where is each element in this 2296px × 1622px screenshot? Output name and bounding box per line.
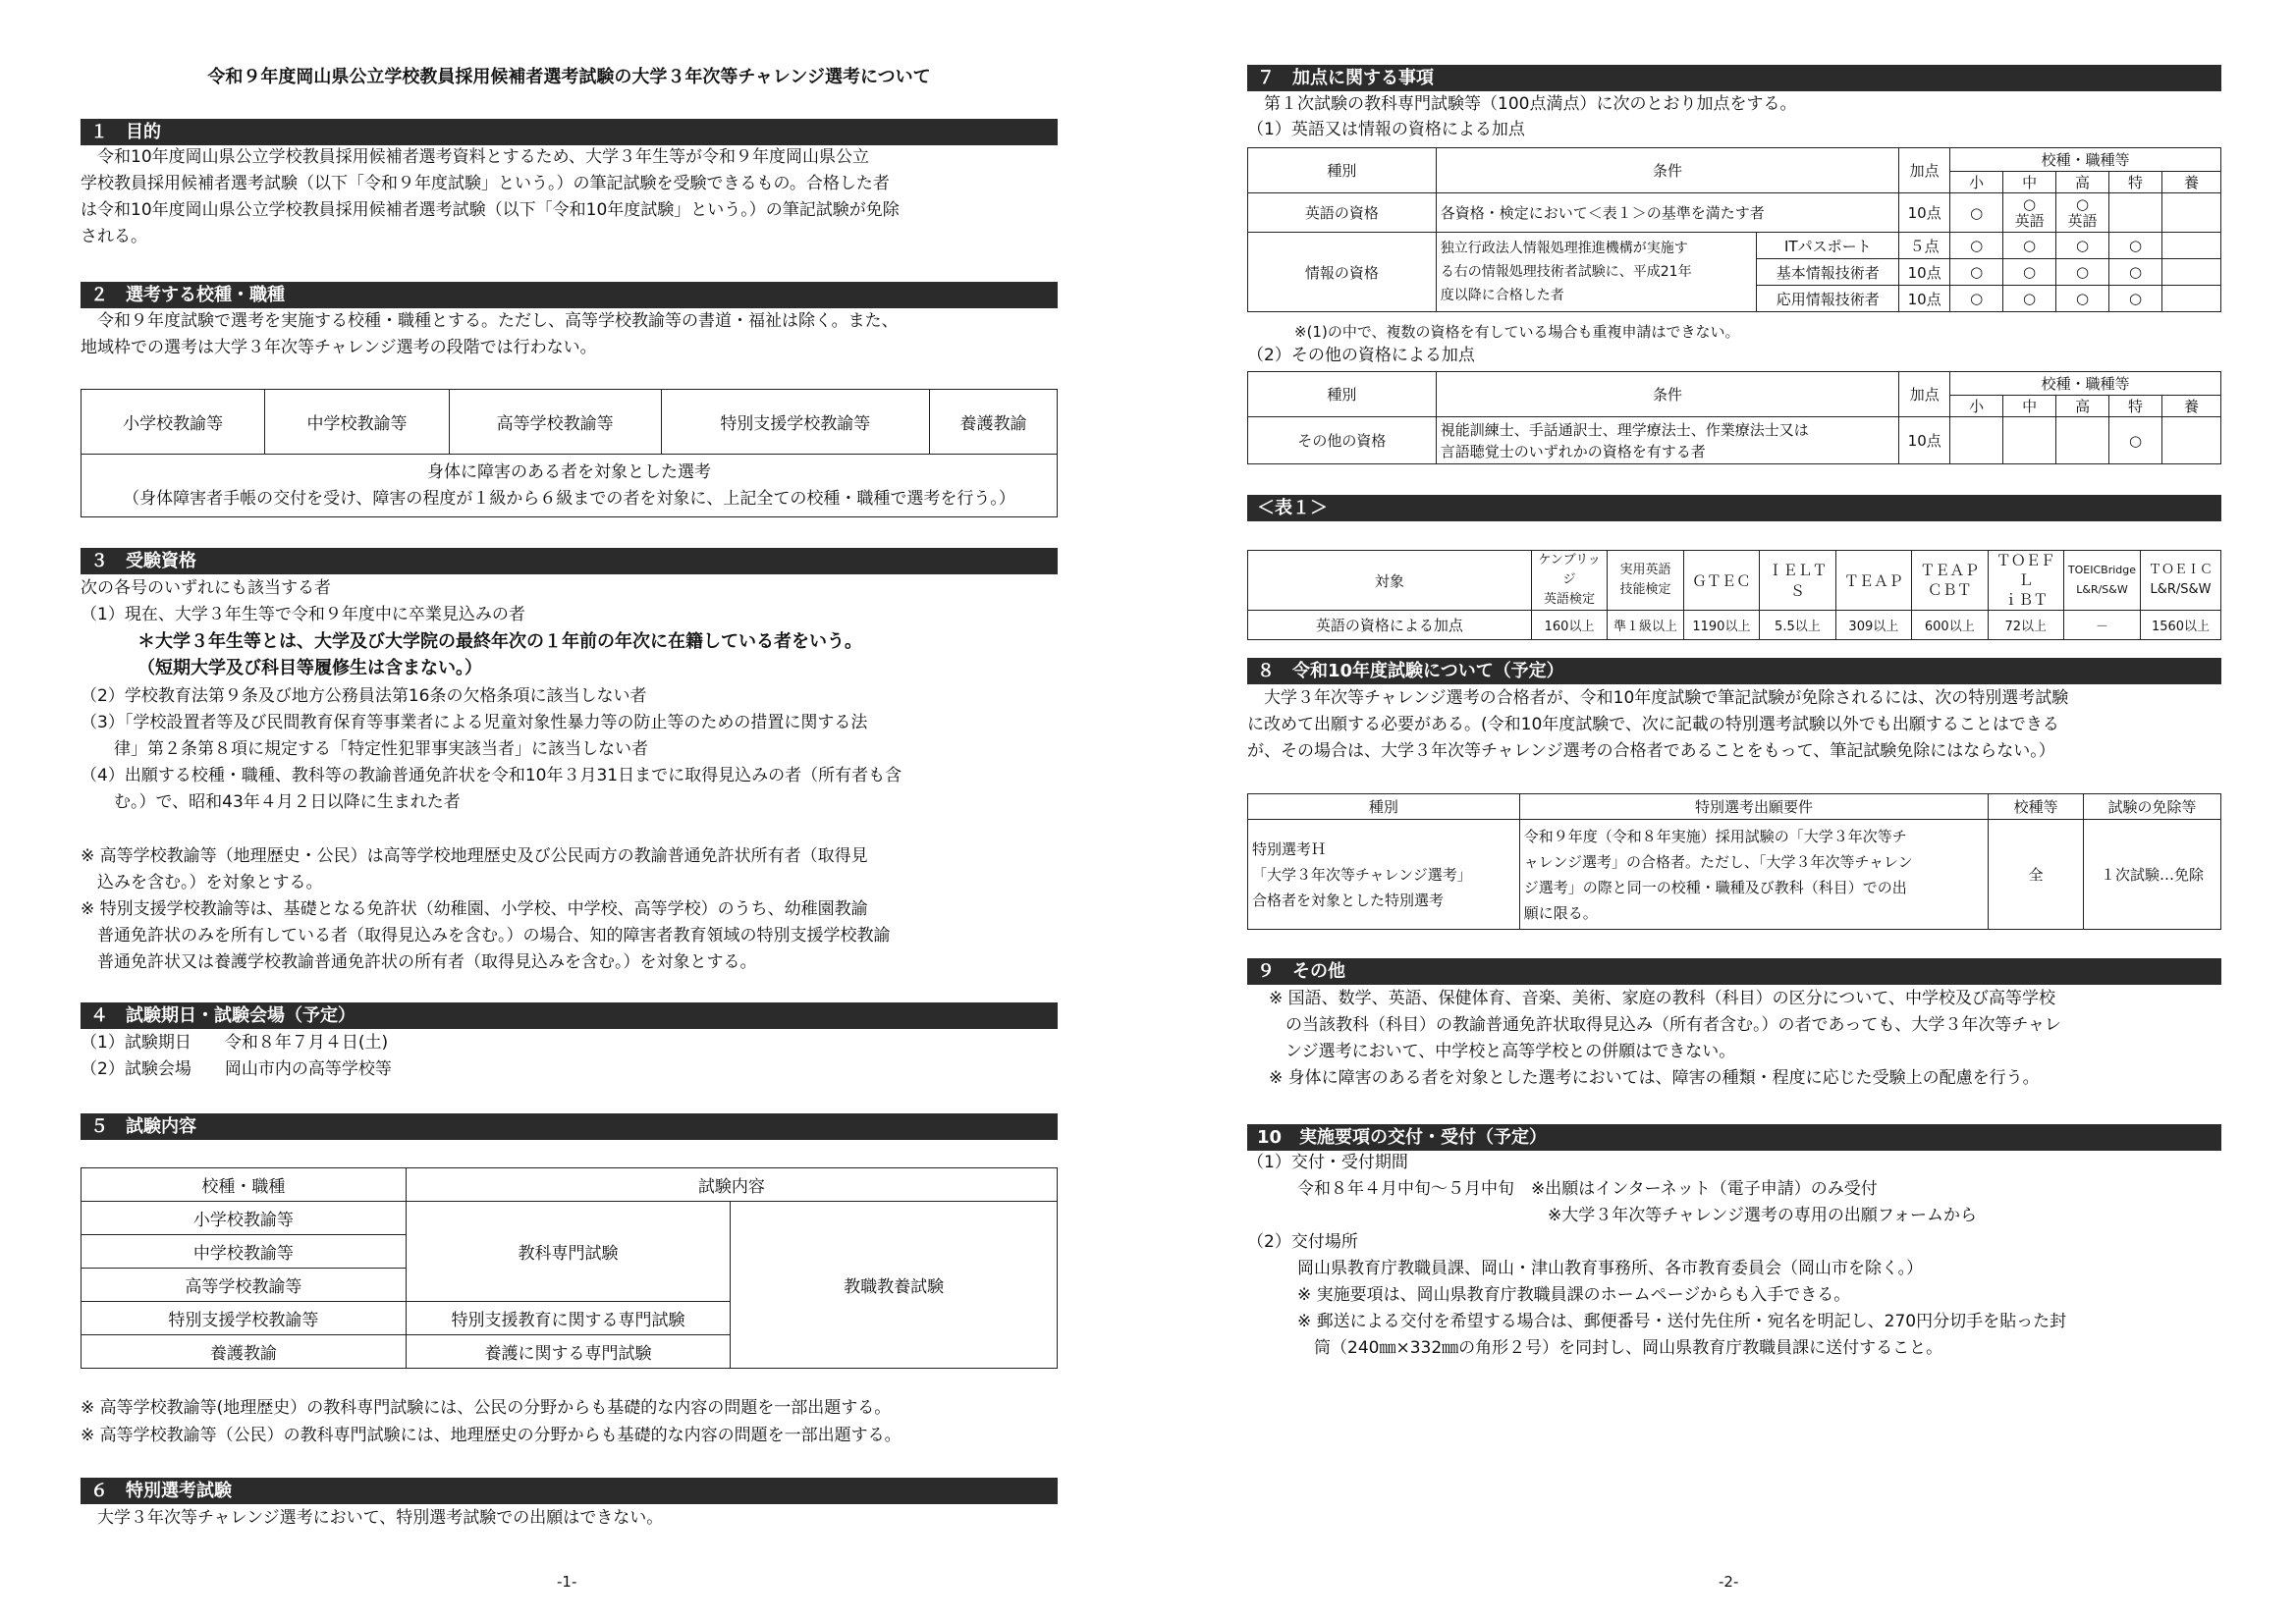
- table-header: [1608, 551, 1683, 611]
- section-7-sub-1: （1）英語又は情報の資格による加点: [1247, 120, 1525, 139]
- section-1-line: 令和10年度岡山県公立学校教員採用候補者選考資料とするため、大学３年生等が令和９年度岡山県公立: [81, 147, 869, 167]
- table-cell: 英語の資格による加点: [1248, 611, 1532, 640]
- circle-mark: ○: [2109, 259, 2162, 286]
- section-3-bold-note: ＊大学３年生等とは、大学及び大学院の最終年次の１年前の年次に在籍している者をいう。: [137, 631, 862, 652]
- section-6-heading: ６ 特別選考試験: [81, 1478, 1058, 1504]
- table-header: 小: [1950, 172, 2003, 193]
- section-1-line: 学校教員採用候補者選考試験（以下「令和９年度試験」という。）の筆記試験を受験できるもの。合格した者: [81, 174, 890, 193]
- table-cell: [2003, 417, 2056, 464]
- table-header: 校種等: [1989, 794, 2084, 820]
- circle-mark: ○: [2056, 259, 2109, 286]
- table-header: [2141, 551, 2221, 611]
- table-cell: [2161, 286, 2220, 312]
- section-9-line: の当該教科（科目）の教諭普通免許状取得見込み（所有者含む。）の者であっても、大学３年次等チャレ: [1269, 1015, 2061, 1035]
- table-cell: 72以上: [1988, 611, 2063, 640]
- condition-line: 視能訓練士、手話通訳士、理学療法士、作業療法士又は: [1440, 420, 1809, 439]
- circle-mark: ○: [1950, 259, 2003, 286]
- table-header: 種別: [1248, 794, 1520, 820]
- table-header: ＩＥＬＴＳ: [1760, 551, 1835, 611]
- page-2: [1247, 0, 2221, 1622]
- section-10-line: （2）交付場所: [1247, 1232, 1358, 1252]
- table-cell: 高等学校教諭等: [82, 1269, 407, 1302]
- section-1-heading: １ 目的: [81, 119, 1058, 145]
- table-cell: 英語の資格: [1248, 193, 1437, 233]
- section-3-line: （2）学校教育法第９条及び地方公務員法第16条の欠格条項に該当しない者: [81, 686, 647, 706]
- table-header: [1912, 551, 1988, 611]
- circle-mark: ○: [2109, 286, 2162, 312]
- table-header: 条件: [1436, 372, 1898, 417]
- table-header: 種別: [1248, 372, 1437, 417]
- special-selection-table: [1247, 793, 2221, 930]
- header-line: 実用英語: [1619, 563, 1671, 577]
- table-header: 小: [1950, 396, 2003, 417]
- table-cell: １次試験…免除: [2084, 820, 2221, 930]
- table-cell: 中学校教諭等: [82, 1235, 407, 1269]
- table-cell: 準１級以上: [1608, 611, 1683, 640]
- section-3-line: 律」第２条第８項に規定する「特定性犯罪事実該当者」に該当しない者: [81, 739, 648, 759]
- condition-line: 度以降に合格した者: [1440, 288, 1564, 303]
- section-2-line: 地域枠での選考は大学３年次等チャレンジ選考の段階では行わない。: [81, 338, 597, 357]
- disabled-selection-note: （身体障害者手帳の交付を受け、障害の程度が１級から６級までの者を対象に、上記全ての校種・職種で選考を行う。）: [123, 488, 1015, 509]
- page-1: [81, 0, 1058, 1622]
- kind-line: 特別選考Ｈ: [1252, 839, 1327, 858]
- table-cell: 教職教養試験: [731, 1202, 1058, 1369]
- table-cell: 10点: [1899, 193, 1950, 233]
- section-3-line: （4）出願する校種・職種、教科等の教諭普通免許状を令和10年３月31日までに取得見込みの者（所有者も含: [81, 766, 902, 785]
- table-header: [1988, 551, 2063, 611]
- section-7-heading: ７ 加点に関する事項: [1247, 65, 2221, 91]
- table-cell: 教科専門試験: [406, 1202, 731, 1302]
- header-line: L&R/S&W: [2076, 583, 2128, 596]
- section-10-heading: 10 実施要項の交付・受付（予定）: [1247, 1124, 2221, 1151]
- table-cell: [1248, 820, 1520, 930]
- section-3-line: （3）「学校設置者等及び民間教育保育等事業者による児童対象性暴力等の防止等のための措置に関する法: [81, 713, 868, 732]
- kind-line: 「大学３年次等チャレンジ選考」: [1252, 865, 1472, 884]
- table-header: 加点: [1899, 148, 1950, 193]
- table-cell: ITパスポート: [1757, 233, 1899, 259]
- table-header: 校種・職種: [82, 1168, 407, 1202]
- section-8-line: に改めて出願する必要がある。(令和10年度試験で、次に記載の特別選考試験以外でも出願することはできる: [1247, 715, 2059, 734]
- table-cell: 小学校教諭等: [82, 390, 265, 455]
- table-cell: 600以上: [1912, 611, 1988, 640]
- section-10-line: 筒（240㎜×332㎜の角形２号）を同封し、岡山県教育庁教職員課に送付すること。: [1247, 1338, 1943, 1358]
- table-cell: 10点: [1899, 259, 1950, 286]
- table-cell: 特別支援教育に関する専門試験: [406, 1302, 731, 1335]
- table-1-heading: ＜表１＞: [1247, 495, 2221, 521]
- header-line: 英語検定: [1544, 592, 1596, 607]
- exam-date: （1）試験期日 令和８年７月４日(土): [81, 1033, 389, 1053]
- header-line: 技能検定: [1619, 582, 1671, 597]
- circle-mark: ○: [1950, 233, 2003, 259]
- table-cell: 10点: [1899, 417, 1950, 464]
- page-number: -2-: [1719, 1573, 1739, 1591]
- section-10-line: 岡山県教育庁教職員課、岡山・津山教育事務所、各市教育委員会（岡山市を除く。）: [1247, 1259, 1924, 1278]
- header-line: TOEICBridge: [2067, 564, 2137, 576]
- table-cell: [2003, 193, 2056, 233]
- table-cell: [2056, 417, 2109, 464]
- section-3-note: ※ 特別支援学校教諭等は、基礎となる免許状（幼稚園、小学校、中学校、高等学校）のうち、幼稚園教諭: [81, 899, 868, 919]
- section-7-note: ※(1)の中で、複数の資格を有している場合も重複申請はできない。: [1294, 323, 1740, 341]
- section-10-line: （1）交付・受付期間: [1247, 1153, 1408, 1172]
- table-cell: 各資格・検定において＜表１＞の基準を満たす者: [1436, 193, 1898, 233]
- section-3-line: （1）現在、大学３年生等で令和９年度中に卒業見込みの者: [81, 605, 525, 624]
- kind-line: 合格者を対象とした特別選考: [1252, 891, 1445, 909]
- table-cell: ５点: [1899, 233, 1950, 259]
- header-line: ＴＯＥＩＣ: [2149, 563, 2214, 577]
- table-cell: 1560以上: [2141, 611, 2221, 640]
- condition-line: 独立行政法人情報処理推進機構が実施す: [1440, 241, 1688, 256]
- section-1-line: される。: [81, 227, 147, 246]
- requirement-line: 願に限る。: [1523, 903, 1598, 922]
- header-line: ＴＥＡＰ: [1920, 562, 1980, 579]
- section-4-heading: ４ 試験期日・試験会場（予定）: [81, 1002, 1058, 1029]
- section-2-heading: ２ 選考する校種・職種: [81, 282, 1058, 308]
- circle-mark: ○: [2003, 233, 2056, 259]
- section-10-line: ※ 実施要項は、岡山県教育庁教職員課のホームページからも入手できる。: [1247, 1285, 1851, 1305]
- table-header: 試験の免除等: [2084, 794, 2221, 820]
- page-number: -1-: [557, 1573, 577, 1591]
- disabled-selection-title: 身体に障害のある者を対象とした選考: [427, 461, 711, 482]
- table-cell: 応用情報技術者: [1757, 286, 1899, 312]
- header-line: ケンブリッジ: [1538, 553, 1601, 587]
- table-header: 養: [2162, 396, 2221, 417]
- section-1-line: は令和10年度岡山県公立学校教員採用候補者選考試験（以下「令和10年度試験」という。）の筆記試験が免除: [81, 200, 900, 220]
- section-3-note: 普通免許状又は養護学校教諭普通免許状の所有者（取得見込みを含む。）を対象とする。: [81, 952, 757, 972]
- table-cell: [1519, 820, 1988, 930]
- english-info-points-table: [1247, 147, 2221, 312]
- table-cell: 1190以上: [1683, 611, 1760, 640]
- disabled-selection-cell: [82, 455, 1058, 517]
- section-10-line: ※大学３年次等チャレンジ選考の専用の出願フォームから: [1247, 1206, 1978, 1225]
- section-5-heading: ５ 試験内容: [81, 1113, 1058, 1140]
- table-cell: [1436, 417, 1898, 464]
- table-header: 高: [2056, 396, 2109, 417]
- condition-line: 言語聴覚士のいずれかの資格を有する者: [1440, 442, 1706, 460]
- table-cell: 基本情報技術者: [1757, 259, 1899, 286]
- table-header: 対象: [1248, 551, 1532, 611]
- table-cell: 養護に関する専門試験: [406, 1335, 731, 1369]
- circle-mark: ○: [1950, 286, 2003, 312]
- english-label: 英語: [2014, 211, 2045, 230]
- table-cell: 小学校教諭等: [82, 1202, 407, 1235]
- circle-mark: ○: [2075, 194, 2090, 213]
- table-header: 加点: [1899, 372, 1950, 417]
- section-5-note: ※ 高等学校教諭等（公民）の教科専門試験には、地理歴史の分野からも基礎的な内容の問題を一部出題する。: [81, 1426, 902, 1445]
- table-cell: [1436, 233, 1757, 312]
- table-header: [1531, 551, 1607, 611]
- table-cell: 160以上: [1531, 611, 1607, 640]
- header-line: L&R/S&W: [2150, 582, 2212, 597]
- section-2-line: 令和９年度試験で選考を実施する校種・職種とする。ただし、高等学校教諭等の書道・福祉は除く。また、: [81, 311, 899, 331]
- table-cell: －: [2063, 611, 2140, 640]
- header-line: ｉＢＴ: [2003, 591, 2049, 609]
- header-line: ＣＢＴ: [1927, 581, 1972, 599]
- circle-mark: ○: [2109, 417, 2162, 464]
- table-header: 校種・職種等: [1950, 148, 2221, 172]
- table-cell: その他の資格: [1248, 417, 1437, 464]
- table-header: 高: [2056, 172, 2109, 193]
- table-header: 試験内容: [406, 1168, 1057, 1202]
- section-3-line: む。）で、昭和43年４月２日以降に生まれた者: [81, 792, 461, 812]
- table-header: 養: [2161, 172, 2220, 193]
- table-header: ＧＴＥＣ: [1683, 551, 1760, 611]
- section-9-line: ※ 身体に障害のある者を対象とした選考においては、障害の種類・程度に応じた受験上の配慮を行う。: [1269, 1068, 2040, 1088]
- table-header: 特: [2109, 172, 2162, 193]
- table-cell: 309以上: [1835, 611, 1911, 640]
- section-9-heading: ９ その他: [1247, 958, 2221, 985]
- table-cell: 養護教諭: [82, 1335, 407, 1369]
- english-label: 英語: [2067, 211, 2098, 230]
- circle-mark: ○: [2023, 194, 2037, 213]
- table-header: 中: [2003, 396, 2056, 417]
- table-cell: 5.5以上: [1760, 611, 1835, 640]
- section-9-line: ンジ選考において、中学校と高等学校との併願はできない。: [1269, 1042, 1736, 1061]
- section-10-line: ※ 郵送による交付を希望する場合は、郵便番号・送付先住所・宛名を明記し、270円分切手を貼った封: [1247, 1312, 2067, 1331]
- table-header: 条件: [1436, 148, 1898, 193]
- section-3-note: ※ 高等学校教諭等（地理歴史・公民）は高等学校地理歴史及び公民両方の教諭普通免許状所有者（取得見: [81, 846, 868, 866]
- table-header: 特別選考出願要件: [1519, 794, 1988, 820]
- table-cell: 10点: [1899, 286, 1950, 312]
- section-9-line: ※ 国語、数学、英語、保健体育、音楽、美術、家庭の教科（科目）の区分について、中学校及び高等学校: [1269, 989, 2055, 1008]
- section-7-sub-2: （2）その他の資格による加点: [1247, 346, 1475, 365]
- circle-mark: ○: [2056, 233, 2109, 259]
- circle-mark: ○: [2056, 286, 2109, 312]
- table-cell: 養護教諭: [930, 390, 1058, 455]
- other-points-table: [1247, 371, 2221, 464]
- section-3-heading: ３ 受験資格: [81, 548, 1058, 574]
- circle-mark: ○: [1950, 193, 2003, 233]
- table-header: 種別: [1248, 148, 1437, 193]
- table-cell: 特別支援学校教諭等: [661, 390, 929, 455]
- requirement-line: ャレンジ選考」の合格者。ただし、「大学３年次等チャレン: [1523, 852, 1913, 871]
- table-cell: [2056, 193, 2109, 233]
- section-7-intro: 第１次試験の教科専門試験等（100点満点）に次のとおり加点をする。: [1247, 94, 1797, 114]
- section-8-line: 大学３年次等チャレンジ選考の合格者が、令和10年度試験で筆記試験が免除されるには、次の特別選考試験: [1247, 688, 2069, 708]
- circle-mark: ○: [2109, 233, 2162, 259]
- document-title: 令和９年度岡山県公立学校教員採用候補者選考試験の大学３年次等チャレンジ選考について: [207, 67, 931, 87]
- section-3-note: 普通免許状のみを所有している者（取得見込みを含む。）の場合、知的障害者教育領域の特別支援学校教諭: [81, 926, 891, 946]
- table-header: 中: [2003, 172, 2056, 193]
- table-header: 校種・職種等: [1950, 372, 2221, 396]
- table-header: [2063, 551, 2140, 611]
- requirement-line: ジ選考」の際と同一の校種・職種及び教科（科目）での出: [1523, 878, 1907, 896]
- table-cell: 特別支援学校教諭等: [82, 1302, 407, 1335]
- condition-line: る右の情報処理技術者試験に、平成21年: [1440, 264, 1692, 280]
- table-cell: 全: [1989, 820, 2084, 930]
- table-header: ＴＥＡＰ: [1835, 551, 1911, 611]
- section-10-line: 令和８年４月中旬～５月中旬 ※出願はインターネット（電子申請）のみ受付: [1247, 1179, 1878, 1199]
- table-cell: [1950, 417, 2003, 464]
- table-header: 特: [2109, 396, 2162, 417]
- table-cell: 情報の資格: [1248, 233, 1437, 312]
- section-3-line: 次の各号のいずれにも該当する者: [81, 578, 331, 598]
- table-cell: [2161, 259, 2220, 286]
- table-cell: [2109, 193, 2162, 233]
- section-8-heading: ８ 令和10年度試験について（予定）: [1247, 658, 2221, 684]
- english-criteria-table: [1247, 550, 2221, 640]
- table-cell: [2162, 417, 2221, 464]
- table-cell: [2161, 193, 2220, 233]
- table-cell: [2161, 233, 2220, 259]
- section-8-line: が、その場合は、大学３年次等チャレンジ選考の合格者であることをもって、筆記試験免除にはならない。）: [1247, 741, 2055, 761]
- exam-content-table: [81, 1167, 1058, 1369]
- section-3-bold-note: （短期大学及び科目等履修生は含まない。）: [137, 658, 482, 678]
- table-cell: 高等学校教諭等: [449, 390, 661, 455]
- section-3-note: 込みを含む。）を対象とする。: [81, 873, 323, 892]
- section-5-note: ※ 高等学校教諭等(地理歴史）の教科専門試験には、公民の分野からも基礎的な内容の問題を一部出題する。: [81, 1398, 892, 1418]
- header-line: ＴＯＥＦＬ: [1995, 552, 2055, 589]
- section-6-line: 大学３年次等チャレンジ選考において、特別選考試験での出願はできない。: [81, 1508, 664, 1528]
- circle-mark: ○: [2003, 286, 2056, 312]
- circle-mark: ○: [2003, 259, 2056, 286]
- table-cell: 中学校教諭等: [265, 390, 449, 455]
- exam-venue: （2）試験会場 岡山市内の高等学校等: [81, 1059, 392, 1079]
- requirement-line: 令和９年度（令和８年実施）採用試験の「大学３年次等チ: [1523, 827, 1907, 845]
- school-types-table: [81, 389, 1058, 517]
